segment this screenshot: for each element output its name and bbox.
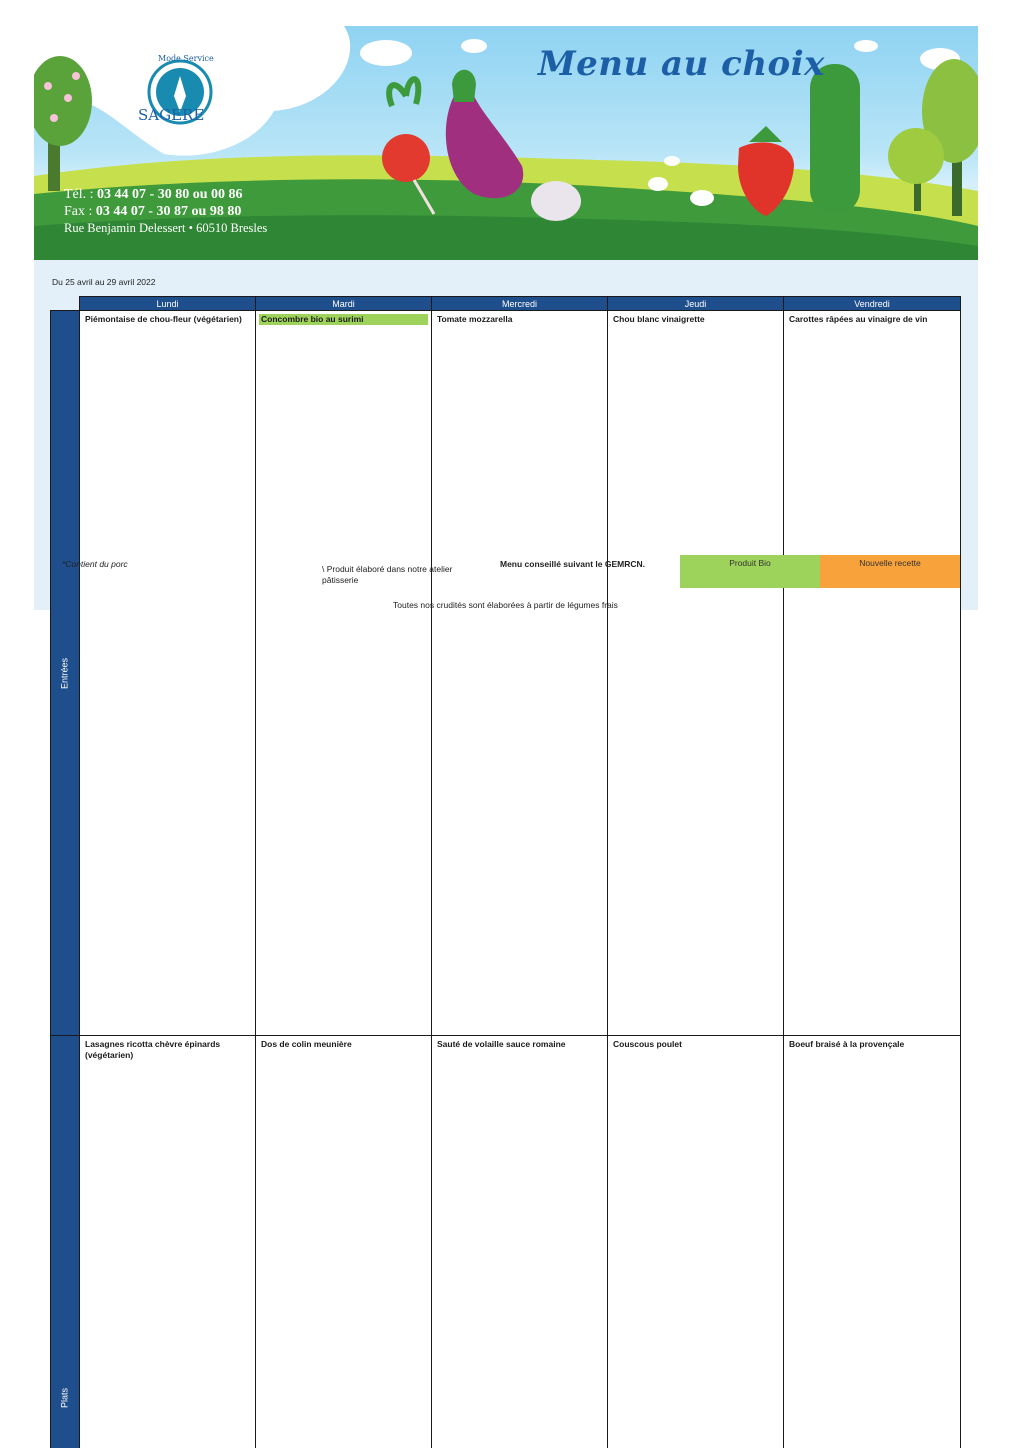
- gemrcn-note: Menu conseillé suivant le GEMRCN.: [500, 559, 645, 569]
- day-header-mercredi: Mercredi: [432, 297, 608, 311]
- day-header-row: [51, 297, 961, 311]
- row-label-plats: [51, 1036, 80, 1448]
- fax-line: [64, 203, 267, 220]
- header-corner: [51, 297, 80, 311]
- phone-label: Tél. :: [64, 187, 97, 202]
- menu-period: Du 25 avril au 29 avril 2022: [52, 277, 155, 287]
- row-entrees: [51, 311, 961, 1036]
- logo-tagline: Mode Service: [158, 54, 214, 63]
- address: Rue Benjamin Delessert • 60510 Bresles: [64, 220, 267, 237]
- phone-number: 03 44 07 - 30 80 ou 00 86: [97, 187, 242, 202]
- menu-title: Menu au choix: [538, 44, 825, 84]
- menu-banner: [34, 26, 978, 260]
- fax-number: 03 44 07 - 30 87 ou 98 80: [96, 204, 241, 219]
- legend-new-recipe: Nouvelle recette: [820, 555, 960, 588]
- logo-name: SAGERE: [138, 106, 204, 124]
- day-header-vendredi: Vendredi: [784, 297, 961, 311]
- phone-line: [64, 186, 267, 203]
- menu-cell: [608, 1036, 784, 1448]
- pastry-note: \ Produit élaboré dans notre atelier pâtisserie: [322, 564, 472, 586]
- day-header-lundi: Lundi: [80, 297, 256, 311]
- day-header-jeudi: Jeudi: [608, 297, 784, 311]
- menu-cell: [432, 1036, 608, 1448]
- menu-cell: [784, 1036, 961, 1448]
- menu-cell: Tomate mozzarella: [432, 311, 608, 1036]
- contact-block: [64, 186, 267, 237]
- crudites-note: Toutes nos crudités sont élaborées à partir de légumes frais: [393, 600, 618, 610]
- day-header-mardi: Mardi: [256, 297, 432, 311]
- row-label-entrees: Entrées: [51, 311, 80, 1036]
- menu-cell: Chou blanc vinaigrette: [608, 311, 784, 1036]
- menu-cell: [80, 1036, 256, 1448]
- row-plats: [51, 1036, 961, 1448]
- legend-bio: Produit Bio: [680, 555, 820, 588]
- menu-cell: Piémontaise de chou-fleur (végétarien): [80, 311, 256, 1036]
- menu-cell: [256, 1036, 432, 1448]
- menu-cell: Carottes râpées au vinaigre de vin: [784, 311, 961, 1036]
- menu-table: [50, 296, 961, 1448]
- fax-label: Fax :: [64, 204, 96, 219]
- pork-note: *Contient du porc: [62, 559, 128, 569]
- menu-cell: Concombre bio au surimi: [256, 311, 432, 1036]
